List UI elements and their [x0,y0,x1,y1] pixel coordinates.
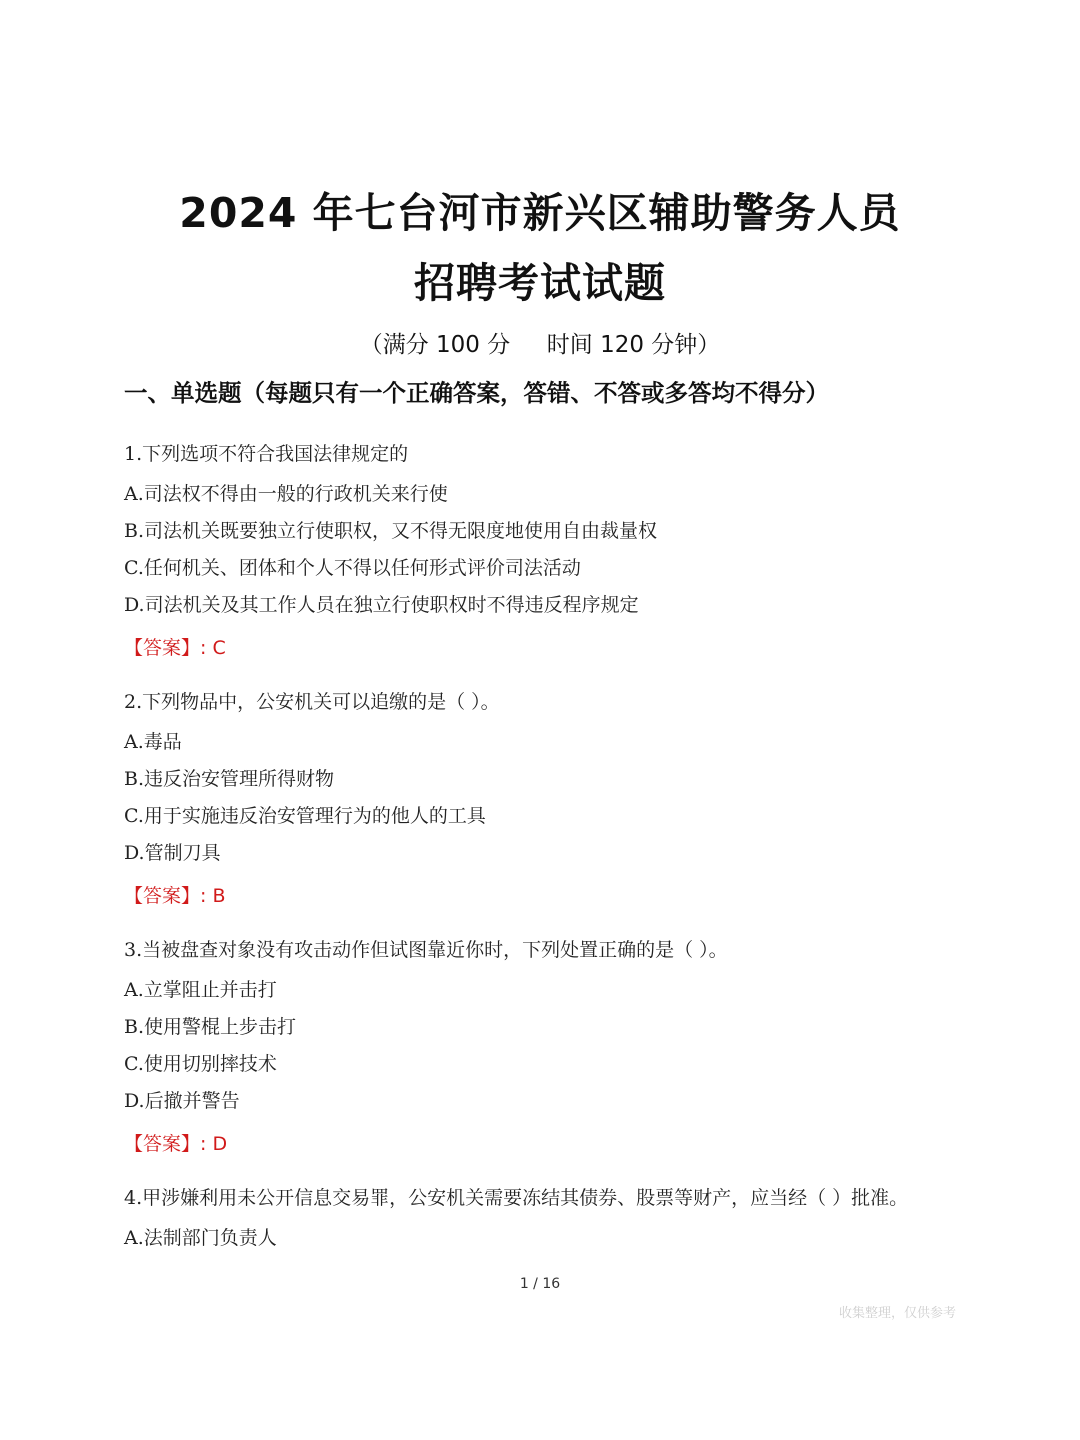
question-stem: 2.下列物品中，公安机关可以追缴的是（ ）。 [124,691,500,713]
answer-label: 【答案】: C [124,637,226,659]
option: A.立掌阻止并击打 [124,979,277,1001]
option: A.司法权不得由一般的行政机关来行使 [124,483,448,505]
question-stem: 1.下列选项不符合我国法律规定的 [124,443,409,465]
option: D.管制刀具 [124,842,221,864]
option: B.违反治安管理所得财物 [124,768,335,790]
question-stem: 3.当被盘查对象没有攻击动作但试图靠近你时，下列处置正确的是（ ）。 [124,939,728,961]
question-stem: 4.甲涉嫌利用未公开信息交易罪，公安机关需要冻结其债券、股票等财产，应当经（ ）批准。 [124,1187,909,1209]
option: C.用于实施违反治安管理行为的他人的工具 [124,805,486,827]
option: D.后撤并警告 [124,1090,240,1112]
option: C.使用切别摔技术 [124,1053,277,1075]
watermark: 收集整理，仅供参考 [838,1306,956,1321]
section-heading: 一、单选题（每题只有一个正确答案，答错、不答或多答均不得分） [124,379,829,407]
option: B.司法机关既要独立行使职权，又不得无限度地使用自由裁量权 [124,520,658,542]
option: B.使用警棍上步击打 [124,1016,297,1038]
option: C.任何机关、团体和个人不得以任何形式评价司法活动 [124,557,581,579]
answer-label: 【答案】: D [124,1133,228,1155]
answer-label: 【答案】: B [124,885,226,907]
document-title-line-1: 2024 年七台河市新兴区辅助警务人员 [179,189,901,237]
exam-meta: （满分 100 分 时间 120 分钟） [359,332,721,358]
page-number: 1 / 16 [519,1276,561,1292]
document-title-line-2: 招聘考试试题 [414,259,666,307]
option: D.司法机关及其工作人员在独立行使职权时不得违反程序规定 [124,594,639,616]
option: A.毒品 [124,731,182,753]
option: A.法制部门负责人 [124,1227,277,1249]
